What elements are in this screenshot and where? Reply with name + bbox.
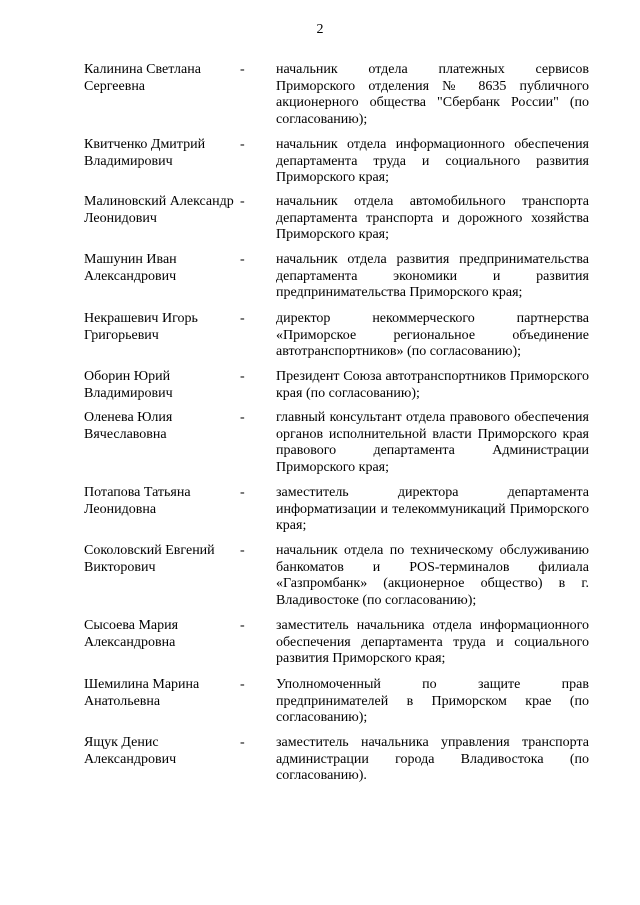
member-role: начальник отдела автомобильного транспорта департамента транспорта и дорожного хозяйства Приморского края; <box>276 194 589 242</box>
member-entry <box>0 677 640 737</box>
member-dash: - <box>240 543 245 558</box>
member-name: Потапова Татьяна Леонидовна <box>84 485 191 517</box>
member-entry <box>0 410 640 475</box>
member-dash: - <box>240 62 245 77</box>
member-name: Машунин Иван Александрович <box>84 252 177 284</box>
member-name: Оборин Юрий Владимирович <box>84 369 173 401</box>
member-role: начальник отдела платежных сервисов Приморского отделения № 8635 публичного акционерного общества "Сбербанк России" (по согласованию); <box>276 62 589 127</box>
page-number: 2 <box>316 22 324 37</box>
member-dash: - <box>240 369 245 384</box>
member-role: заместитель начальника управления транспорта администрации города Владивостока (по согласованию). <box>276 735 589 783</box>
member-entry <box>0 137 640 197</box>
member-dash: - <box>240 410 245 425</box>
member-role: заместитель директора департамента информатизации и телекоммуникаций Приморского края; <box>276 485 589 533</box>
member-role: начальник отдела информационного обеспечения департамента труда и социального развития Приморского края; <box>276 137 589 185</box>
member-entry <box>0 618 640 678</box>
member-entry <box>0 194 640 254</box>
member-name: Оленева Юлия Вячеславовна <box>84 410 173 442</box>
member-dash: - <box>240 137 245 152</box>
member-name: Шемилина Марина Анатольевна <box>84 677 200 709</box>
member-name: Ящук Денис Александрович <box>84 735 177 767</box>
member-entry <box>0 543 640 608</box>
member-dash: - <box>240 735 245 750</box>
member-name: Соколовский Евгений Викторович <box>84 543 215 575</box>
member-role: заместитель начальника отдела информационного обеспечения департамента труда и социального развития Приморского края; <box>276 618 589 666</box>
member-dash: - <box>240 252 245 267</box>
member-name: Квитченко Дмитрий Владимирович <box>84 137 206 169</box>
member-role: начальник отдела развития предпринимательства департамента экономики и развития предпринимательства Приморского края; <box>276 252 589 300</box>
member-name: Калинина Светлана Сергеевна <box>84 62 201 94</box>
member-entry <box>0 311 640 371</box>
member-role: Уполномоченный по защите прав предпринимателей в Приморском крае (по согласованию); <box>276 677 589 725</box>
member-entry <box>0 252 640 312</box>
member-role: директор некоммерческого партнерства «Приморское региональное объединение автотранспортников» (по согласованию); <box>276 311 589 359</box>
member-role: Президент Союза автотранспортников Приморского края (по согласованию); <box>276 369 589 401</box>
member-entry <box>0 735 640 795</box>
member-dash: - <box>240 194 245 209</box>
member-name: Малиновский Александр Леонидович <box>84 194 234 226</box>
member-role: начальник отдела по техническому обслуживанию банкоматов и POS-терминалов филиала «Газпромбанк» (акционерное общество) в г. Владивостоке (по согласованию); <box>276 543 589 608</box>
member-dash: - <box>240 677 245 692</box>
member-dash: - <box>240 485 245 500</box>
member-name: Некрашевич Игорь Григорьевич <box>84 311 198 343</box>
member-name: Сысоева Мария Александровна <box>84 618 179 650</box>
member-dash: - <box>240 618 245 633</box>
member-role: главный консультант отдела правового обеспечения органов исполнительной власти Приморского края правового департамента Администрации Приморского края; <box>276 410 589 475</box>
member-entry <box>0 485 640 545</box>
member-entry <box>0 62 640 127</box>
member-dash: - <box>240 311 245 326</box>
